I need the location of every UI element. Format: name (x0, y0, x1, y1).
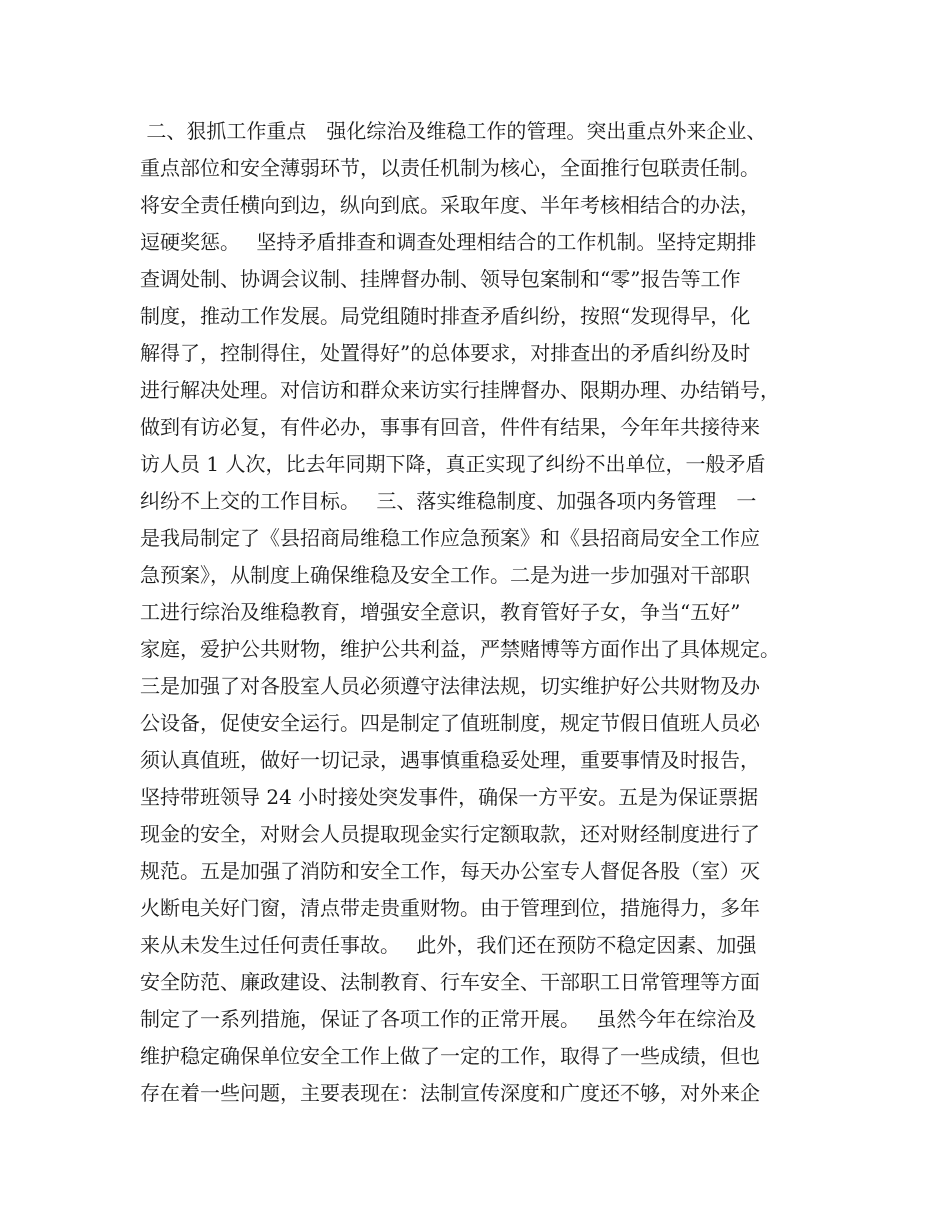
text-line: 制定了一系列措施，保证了各项工作的正常开展。 虽然今年在综治及 (140, 1007, 757, 1031)
text-line: 维护稳定确保单位安全工作上做了一定的工作，取得了一些成绩，但也 (140, 1044, 760, 1068)
text-line: 访人员 1 人次，比去年同期下降，真正实现了纠纷不出单位，一般矛盾 (140, 452, 766, 476)
text-line: 来从未发生过任何责任事故。 此外，我们还在预防不稳定因素、加强 (140, 933, 757, 957)
text-line: 家庭，爱护公共财物，维护公共利益，严禁赌博等方面作出了具体规定。 (140, 637, 780, 661)
text-line: 急预案》，从制度上确保维稳及安全工作。二是为进一步加强对干部职 (140, 563, 750, 587)
text-line: 工进行综治及维稳教育，增强安全意识，教育管好子女，争当“五好” (140, 600, 741, 624)
text-line: 是我局制定了《县招商局维稳工作应急预案》和《县招商局安全工作应 (140, 526, 760, 550)
text-line: 制度，推动工作发展。局党组随时排查矛盾纠纷，按照“发现得早，化 (140, 304, 751, 328)
text-line: 纠纷不上交的工作目标。 三、落实维稳制度、加强各项内务管理 一 (140, 489, 757, 513)
text-line: 须认真值班，做好一切记录，遇事慎重稳妥处理，重要事情及时报告， (140, 748, 760, 772)
text-line: 公设备，促使安全运行。四是制定了值班制度，规定节假日值班人员必 (140, 711, 760, 735)
text-line: 将安全责任横向到边，纵向到底。采取年度、半年考核相结合的办法， (140, 193, 760, 217)
text-line: 进行解决处理。对信访和群众来访实行挂牌督办、限期办理、办结销号， (140, 378, 780, 402)
text-line: 三是加强了对各股室人员必须遵守法律法规，切实维护好公共财物及办 (140, 674, 760, 698)
text-line: 查调处制、协调会议制、挂牌督办制、领导包案制和“零”报告等工作 (140, 267, 741, 291)
body-text (140, 113, 840, 1112)
text-line: 逗硬奖惩。 坚持矛盾排查和调查处理相结合的工作机制。坚持定期排 (140, 230, 757, 254)
text-line: 重点部位和安全薄弱环节，以责任机制为核心，全面推行包联责任制。 (140, 156, 760, 180)
text-line: 火断电关好门窗，清点带走贵重财物。由于管理到位，措施得力，多年 (140, 896, 760, 920)
text-line: 安全防范、廉政建设、法制教育、行车安全、干部职工日常管理等方面 (140, 970, 760, 994)
text-line: 解得了，控制得住，处置得好”的总体要求，对排查出的矛盾纠纷及时 (140, 341, 751, 365)
text-line: 做到有访必复，有件必办，事事有回音，件件有结果，今年年共接待来 (140, 415, 760, 439)
text-line: 坚持带班领导 24 小时接处突发事件，确保一方平安。五是为保证票据 (140, 785, 759, 809)
text-line: 二、狠抓工作重点 强化综治及维稳工作的管理。突出重点外来企业、 (140, 119, 767, 143)
text-line: 存在着一些问题，主要表现在：法制宣传深度和广度还不够，对外来企 (140, 1081, 760, 1105)
text-line: 规范。五是加强了消防和安全工作，每天办公室专人督促各股（室）灭 (140, 859, 760, 883)
text-line: 现金的安全，对财会人员提取现金实行定额取款，还对财经制度进行了 (140, 822, 760, 846)
